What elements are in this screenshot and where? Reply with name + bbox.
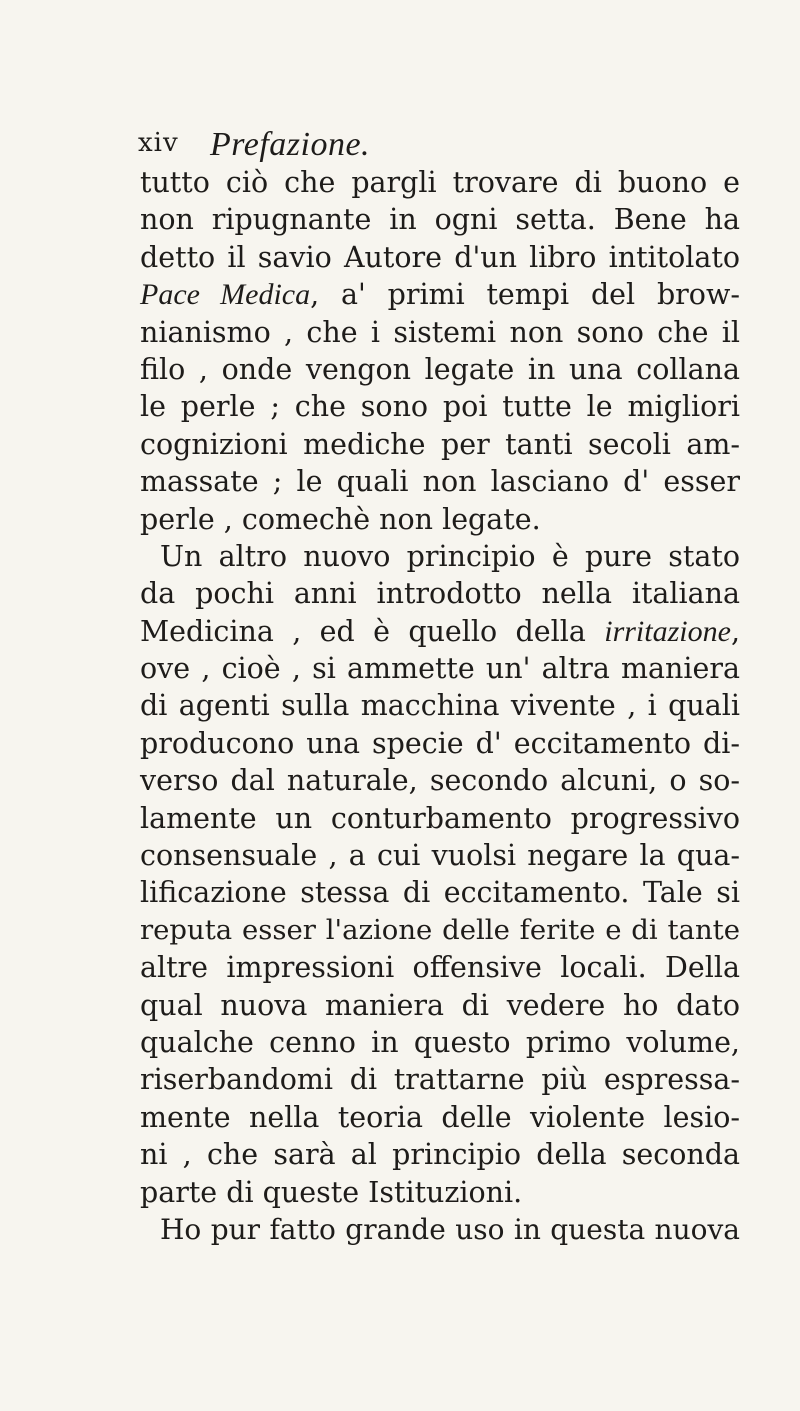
text-line: Un altro nuovo principio è pure stato <box>160 539 740 573</box>
text-line: verso dal naturale, secondo alcuni, o so- <box>140 764 740 798</box>
text-line: lamente un conturbamento progressivo <box>140 801 740 835</box>
text-line: da pochi anni introdotto nella italiana <box>140 577 740 611</box>
body-text <box>140 164 740 1248</box>
book-title: Pace Medica <box>140 278 311 312</box>
text-line: consensuale , a cui vuolsi negare la qua- <box>140 839 740 873</box>
text-line: cognizioni mediche per tanti secoli am- <box>140 427 740 461</box>
text-line: parte di queste Istituzioni. <box>140 1175 523 1209</box>
text-line: nianismo , che i sistemi non sono che il <box>140 315 740 349</box>
text-line: lificazione stessa di eccitamento. Tale si <box>140 876 740 910</box>
text-line: reputa esser l'azione delle ferite e di tante <box>140 913 740 946</box>
text-line: producono una specie d' eccitamento di- <box>140 726 740 760</box>
text-line: riserbandomi di trattarne più espressa- <box>140 1063 740 1097</box>
text-line: massate ; le quali non lasciano d' esser <box>140 465 740 499</box>
text-line: perle , comechè non legate. <box>140 502 541 536</box>
emphasized-term: irritazione <box>604 614 731 648</box>
page-number: xiv <box>138 128 179 158</box>
text-line: altre impressioni offensive locali. Della <box>140 951 740 985</box>
text-line: qual nuova maniera di vedere ho dato <box>140 988 740 1022</box>
text-line: ove , cioè , si ammette un' altra maniera <box>140 652 740 686</box>
page-header <box>138 126 738 166</box>
text-line: mente nella teoria delle violente lesio- <box>140 1100 740 1134</box>
text-line: Ho pur fatto grande uso in questa nuova <box>160 1212 740 1246</box>
text-line: Pace Medica, a' primi tempi del brow- <box>140 278 740 312</box>
text-line: di agenti sulla macchina vivente , i quali <box>140 689 740 723</box>
text-line: detto il savio Autore d'un libro intitolato <box>140 240 740 274</box>
text-line: qualche cenno in questo primo volume, <box>140 1025 740 1059</box>
text-line: non ripugnante in ogni setta. Bene ha <box>140 203 740 237</box>
text-line: filo , onde vengon legate in una collana <box>140 352 740 386</box>
text-line: le perle ; che sono poi tutte le migliori <box>140 390 740 424</box>
text-line: Medicina , ed è quello della irritazione, <box>140 614 740 648</box>
running-title: Prefazione. <box>210 126 371 163</box>
text-line: tutto ciò che pargli trovare di buono e <box>140 166 740 199</box>
text-line: ni , che sarà al principio della seconda <box>140 1138 740 1172</box>
